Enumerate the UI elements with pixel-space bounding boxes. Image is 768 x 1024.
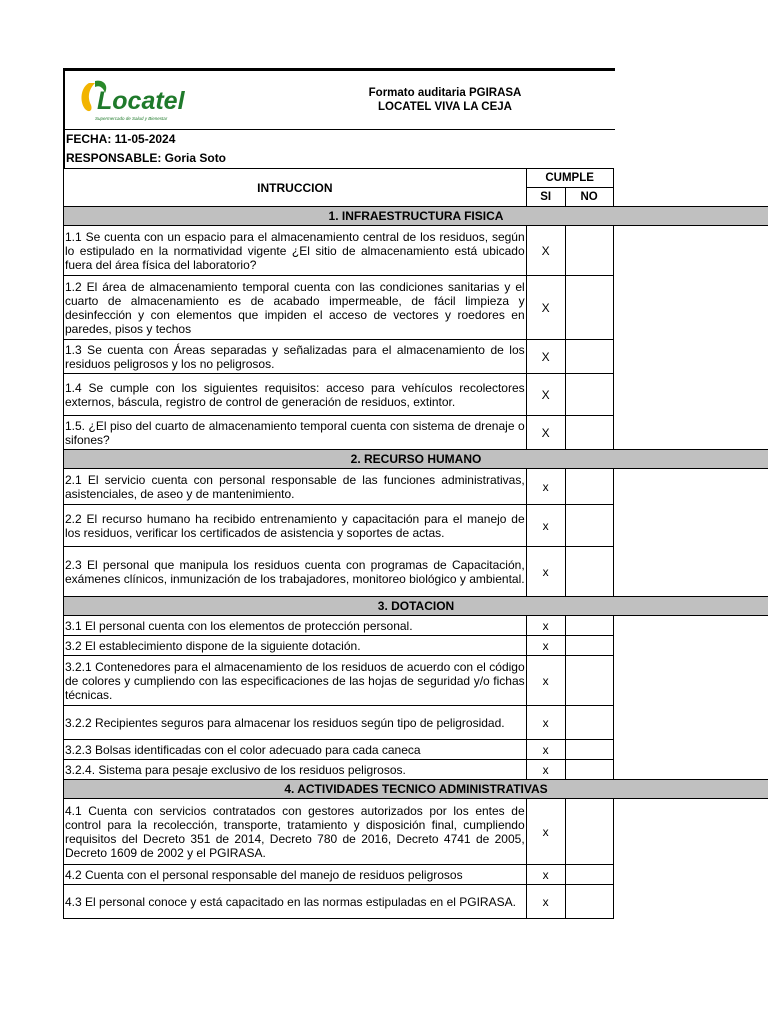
si-mark-cell[interactable]: x — [526, 469, 565, 505]
checklist-item-text: 1.2 El área de almacenamiento temporal cuenta con las condiciones sanitarias y el cuarto de almacenamiento es de acabado impermeable, de fácil limpieza y desinfección y con elementos que impiden el acceso de vectores y roedores en paredes, pisos y techos — [64, 276, 527, 340]
checklist-row — [64, 505, 768, 547]
responsable-label: RESPONSABLE: Goria Soto — [66, 151, 227, 165]
checklist-row — [64, 469, 768, 505]
no-mark-cell[interactable] — [565, 469, 613, 505]
section-title: 3. DOTACION — [64, 597, 768, 616]
checklist-row — [64, 340, 768, 374]
checklist-item-text: 3.2.2 Recipientes seguros para almacenar los residuos según tipo de peligrosidad. — [64, 706, 527, 740]
si-mark-cell[interactable]: x — [526, 636, 565, 656]
checklist-item-text: 2.3 El personal que manipula los residuos cuenta con programas de Capacitación, exámenes clínicos, inmunización de los trabajadores, monitoreo biológico y ambiental. — [64, 547, 527, 597]
checklist-row — [64, 374, 768, 416]
section-header-row — [64, 207, 768, 226]
checklist-row — [64, 547, 768, 597]
audit-table — [63, 168, 768, 919]
checklist-item-text: 3.2 El establecimiento dispone de la siguiente dotación. — [64, 636, 527, 656]
checklist-row — [64, 276, 768, 340]
si-mark-cell[interactable]: x — [526, 885, 565, 919]
checklist-item-text: 1.4 Se cumple con los siguientes requisitos: acceso para vehículos recolectores externos, báscula, registro de control de generación de residuos, extintor. — [64, 374, 527, 416]
checklist-row — [64, 865, 768, 885]
si-mark-cell[interactable]: x — [526, 799, 565, 865]
section-title: 4. ACTIVIDADES TECNICO ADMINISTRATIVAS — [64, 780, 768, 799]
no-mark-cell[interactable] — [565, 656, 613, 706]
checklist-item-text: 4.3 El personal conoce y está capacitado en las normas estipuladas en el PGIRASA. — [64, 885, 527, 919]
no-mark-cell[interactable] — [565, 616, 613, 636]
no-mark-cell[interactable] — [565, 865, 613, 885]
no-mark-cell[interactable] — [565, 226, 613, 276]
no-mark-cell[interactable] — [565, 885, 613, 919]
svg-text:Supermercado de Salud y Bienes: Supermercado de Salud y Bienestar — [95, 116, 168, 121]
locatel-logo — [75, 73, 185, 125]
checklist-row — [64, 799, 768, 865]
document-header — [63, 68, 615, 129]
no-header: NO — [565, 188, 613, 207]
audit-sheet — [63, 68, 768, 919]
checklist-row — [64, 706, 768, 740]
instruccion-header: INTRUCCION — [64, 169, 527, 207]
si-mark-cell[interactable]: X — [526, 374, 565, 416]
checklist-item-text: 1.5. ¿El piso del cuarto de almacenamiento temporal cuenta con sistema de drenaje o sifones? — [64, 416, 527, 450]
si-mark-cell[interactable]: X — [526, 340, 565, 374]
checklist-row — [64, 636, 768, 656]
title-line-1: Formato auditaria PGIRASA — [368, 87, 522, 99]
si-mark-cell[interactable]: x — [526, 865, 565, 885]
checklist-row — [64, 740, 768, 760]
section-title: 2. RECURSO HUMANO — [64, 450, 768, 469]
title-line-2: LOCATEL VIVA LA CEJA — [378, 101, 512, 113]
no-mark-cell[interactable] — [565, 760, 613, 780]
checklist-item-text: 3.2.1 Contenedores para el almacenamiento de los residuos de acuerdo con el código de colores y cumpliendo con las especificaciones de las hojas de seguridad y/o fichas técnicas. — [64, 656, 527, 706]
no-mark-cell[interactable] — [565, 374, 613, 416]
no-mark-cell[interactable] — [565, 276, 613, 340]
si-mark-cell[interactable]: x — [526, 706, 565, 740]
si-mark-cell[interactable]: x — [526, 740, 565, 760]
meta-block — [63, 129, 615, 168]
section-header-row — [64, 450, 768, 469]
document-title — [325, 86, 565, 114]
checklist-row — [64, 656, 768, 706]
si-mark-cell[interactable]: x — [526, 616, 565, 636]
checklist-item-text: 4.2 Cuenta con el personal responsable del manejo de residuos peligrosos — [64, 865, 527, 885]
si-mark-cell[interactable]: X — [526, 226, 565, 276]
no-mark-cell[interactable] — [565, 706, 613, 740]
svg-text:Locatel: Locatel — [97, 87, 185, 115]
si-mark-cell[interactable]: x — [526, 760, 565, 780]
section-header-row — [64, 597, 768, 616]
fecha-label: FECHA: 11-05-2024 — [66, 132, 176, 146]
no-mark-cell[interactable] — [565, 340, 613, 374]
checklist-row — [64, 616, 768, 636]
checklist-row — [64, 885, 768, 919]
checklist-row — [64, 226, 768, 276]
checklist-item-text: 1.3 Se cuenta con Áreas separadas y señalizadas para el almacenamiento de los residuos peligrosos y los no peligrosos. — [64, 340, 527, 374]
checklist-item-text: 3.1 El personal cuenta con los elementos de protección personal. — [64, 616, 527, 636]
si-mark-cell[interactable]: X — [526, 276, 565, 340]
checklist-item-text: 2.1 El servicio cuenta con personal responsable de las funciones administrativas, asistenciales, de aseo y de mantenimiento. — [64, 469, 527, 505]
checklist-item-text: 4.1 Cuenta con servicios contratados con gestores autorizados por los entes de control para la recolección, transporte, tratamiento y disposición final, cumpliendo requisitos del Decreto 351 de 2014, Decreto 780 de 2016, Decreto 4741 de 2005, Decreto 1609 de 2002 y el PGIRASA. — [64, 799, 527, 865]
si-mark-cell[interactable]: x — [526, 656, 565, 706]
si-mark-cell[interactable]: x — [526, 547, 565, 597]
checklist-item-text: 3.2.3 Bolsas identificadas con el color adecuado para cada caneca — [64, 740, 527, 760]
si-mark-cell[interactable]: x — [526, 505, 565, 547]
checklist-item-text: 3.2.4. Sistema para pesaje exclusivo de los residuos peligrosos. — [64, 760, 527, 780]
checklist-row — [64, 416, 768, 450]
no-mark-cell[interactable] — [565, 505, 613, 547]
checklist-item-text: 1.1 Se cuenta con un espacio para el almacenamiento central de los residuos, según lo estipulado en la normatividad vigente ¿El sitio de almacenamiento está ubicado fuera del área física del laboratorio? — [64, 226, 527, 276]
checklist-row — [64, 760, 768, 780]
checklist-item-text: 2.2 El recurso humano ha recibido entrenamiento y capacitación para el manejo de los residuos, verificar los certificados de asistencia y soportes de actas. — [64, 505, 527, 547]
no-mark-cell[interactable] — [565, 799, 613, 865]
si-header: SI — [526, 188, 565, 207]
si-mark-cell[interactable]: X — [526, 416, 565, 450]
no-mark-cell[interactable] — [565, 416, 613, 450]
no-mark-cell[interactable] — [565, 636, 613, 656]
cumple-header: CUMPLE — [526, 169, 613, 188]
section-header-row — [64, 780, 768, 799]
no-mark-cell[interactable] — [565, 547, 613, 597]
no-mark-cell[interactable] — [565, 740, 613, 760]
section-title: 1. INFRAESTRUCTURA FISICA — [64, 207, 768, 226]
